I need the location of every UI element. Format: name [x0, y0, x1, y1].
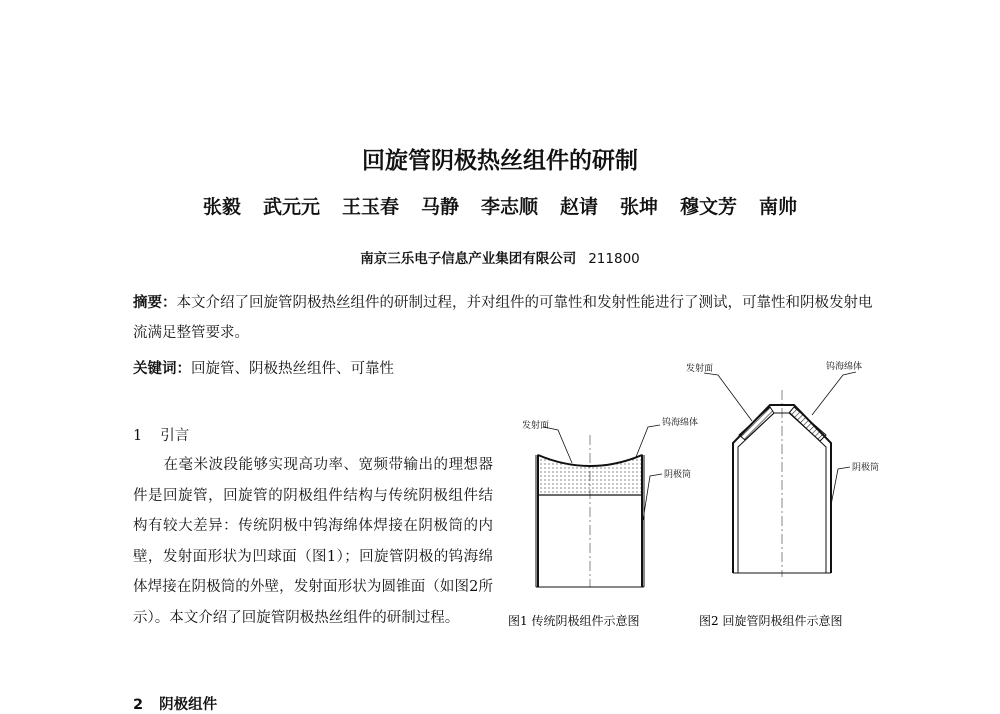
author: 张坤 [620, 196, 659, 218]
fig2-label-tube: 阴极筒 [852, 463, 880, 473]
fig2-caption: 图2 回旋管阴极组件示意图 [699, 614, 843, 628]
paper-title: 回旋管阴极热丝组件的研制 [362, 148, 638, 174]
abstract [133, 288, 878, 348]
fig2-label-emit: 发射面 [686, 364, 714, 374]
keywords-text: 回旋管、阴极热丝组件、可靠性 [191, 361, 394, 377]
figures-area [500, 355, 890, 645]
keywords-label: 关键词： [133, 361, 191, 377]
affiliation-name: 南京三乐电子信息产业集团有限公司 [360, 251, 577, 267]
author-list [0, 192, 1000, 219]
section-heading-intro [133, 424, 189, 445]
fig1-caption: 图1 传统阴极组件示意图 [508, 614, 640, 628]
fig1-label-tube: 阴极筒 [664, 470, 692, 480]
author: 南帅 [759, 196, 798, 218]
fig1-label-emit: 发射面 [522, 421, 550, 431]
section-heading-cathode [133, 693, 217, 714]
fig1-label-sponge: 钨海绵体 [662, 418, 699, 428]
figure-2-gyrotron-cathode [686, 360, 879, 577]
postal-code: 211800 [588, 251, 640, 267]
section-title: 阴极组件 [159, 697, 218, 713]
figures-svg [500, 355, 890, 645]
intro-text: 在毫米波段能够实现高功率、宽频带输出的理想器件是回旋管，回旋管的阴极组件结构与传统阴极组件结构有较大差异：传统阴极中钨海绵体焊接在阴极筒的内壁，发射面形状为凹球面（图1）；回旋管阴极的钨海绵体焊接在阴极筒的外壁，发射面形状为圆锥面（如图2所示）。本文介绍了回旋管阴极热丝组件的研制过程。 [133, 457, 493, 626]
author: 王玉春 [341, 196, 399, 218]
fig2-label-sponge: 钨海绵体 [826, 362, 863, 372]
section-number: 1 [133, 428, 143, 444]
abstract-label: 摘要： [133, 295, 177, 311]
author: 李志顺 [480, 196, 538, 218]
author: 张毅 [202, 196, 241, 218]
author: 马静 [420, 196, 459, 218]
author: 武元元 [262, 196, 320, 218]
author: 穆文芳 [680, 196, 738, 218]
section-title: 引言 [160, 428, 190, 444]
figure-1-traditional-cathode [522, 416, 698, 587]
abstract-text: 本文介绍了回旋管阴极热丝组件的研制过程，并对组件的可靠性和发射性能进行了测试，可靠性和阴极发射电流满足整管要求。 [133, 295, 873, 341]
affiliation [0, 247, 1000, 267]
intro-paragraph [133, 450, 493, 633]
section-number: 2 [133, 697, 144, 713]
keywords [133, 357, 394, 378]
author: 赵请 [560, 196, 599, 218]
